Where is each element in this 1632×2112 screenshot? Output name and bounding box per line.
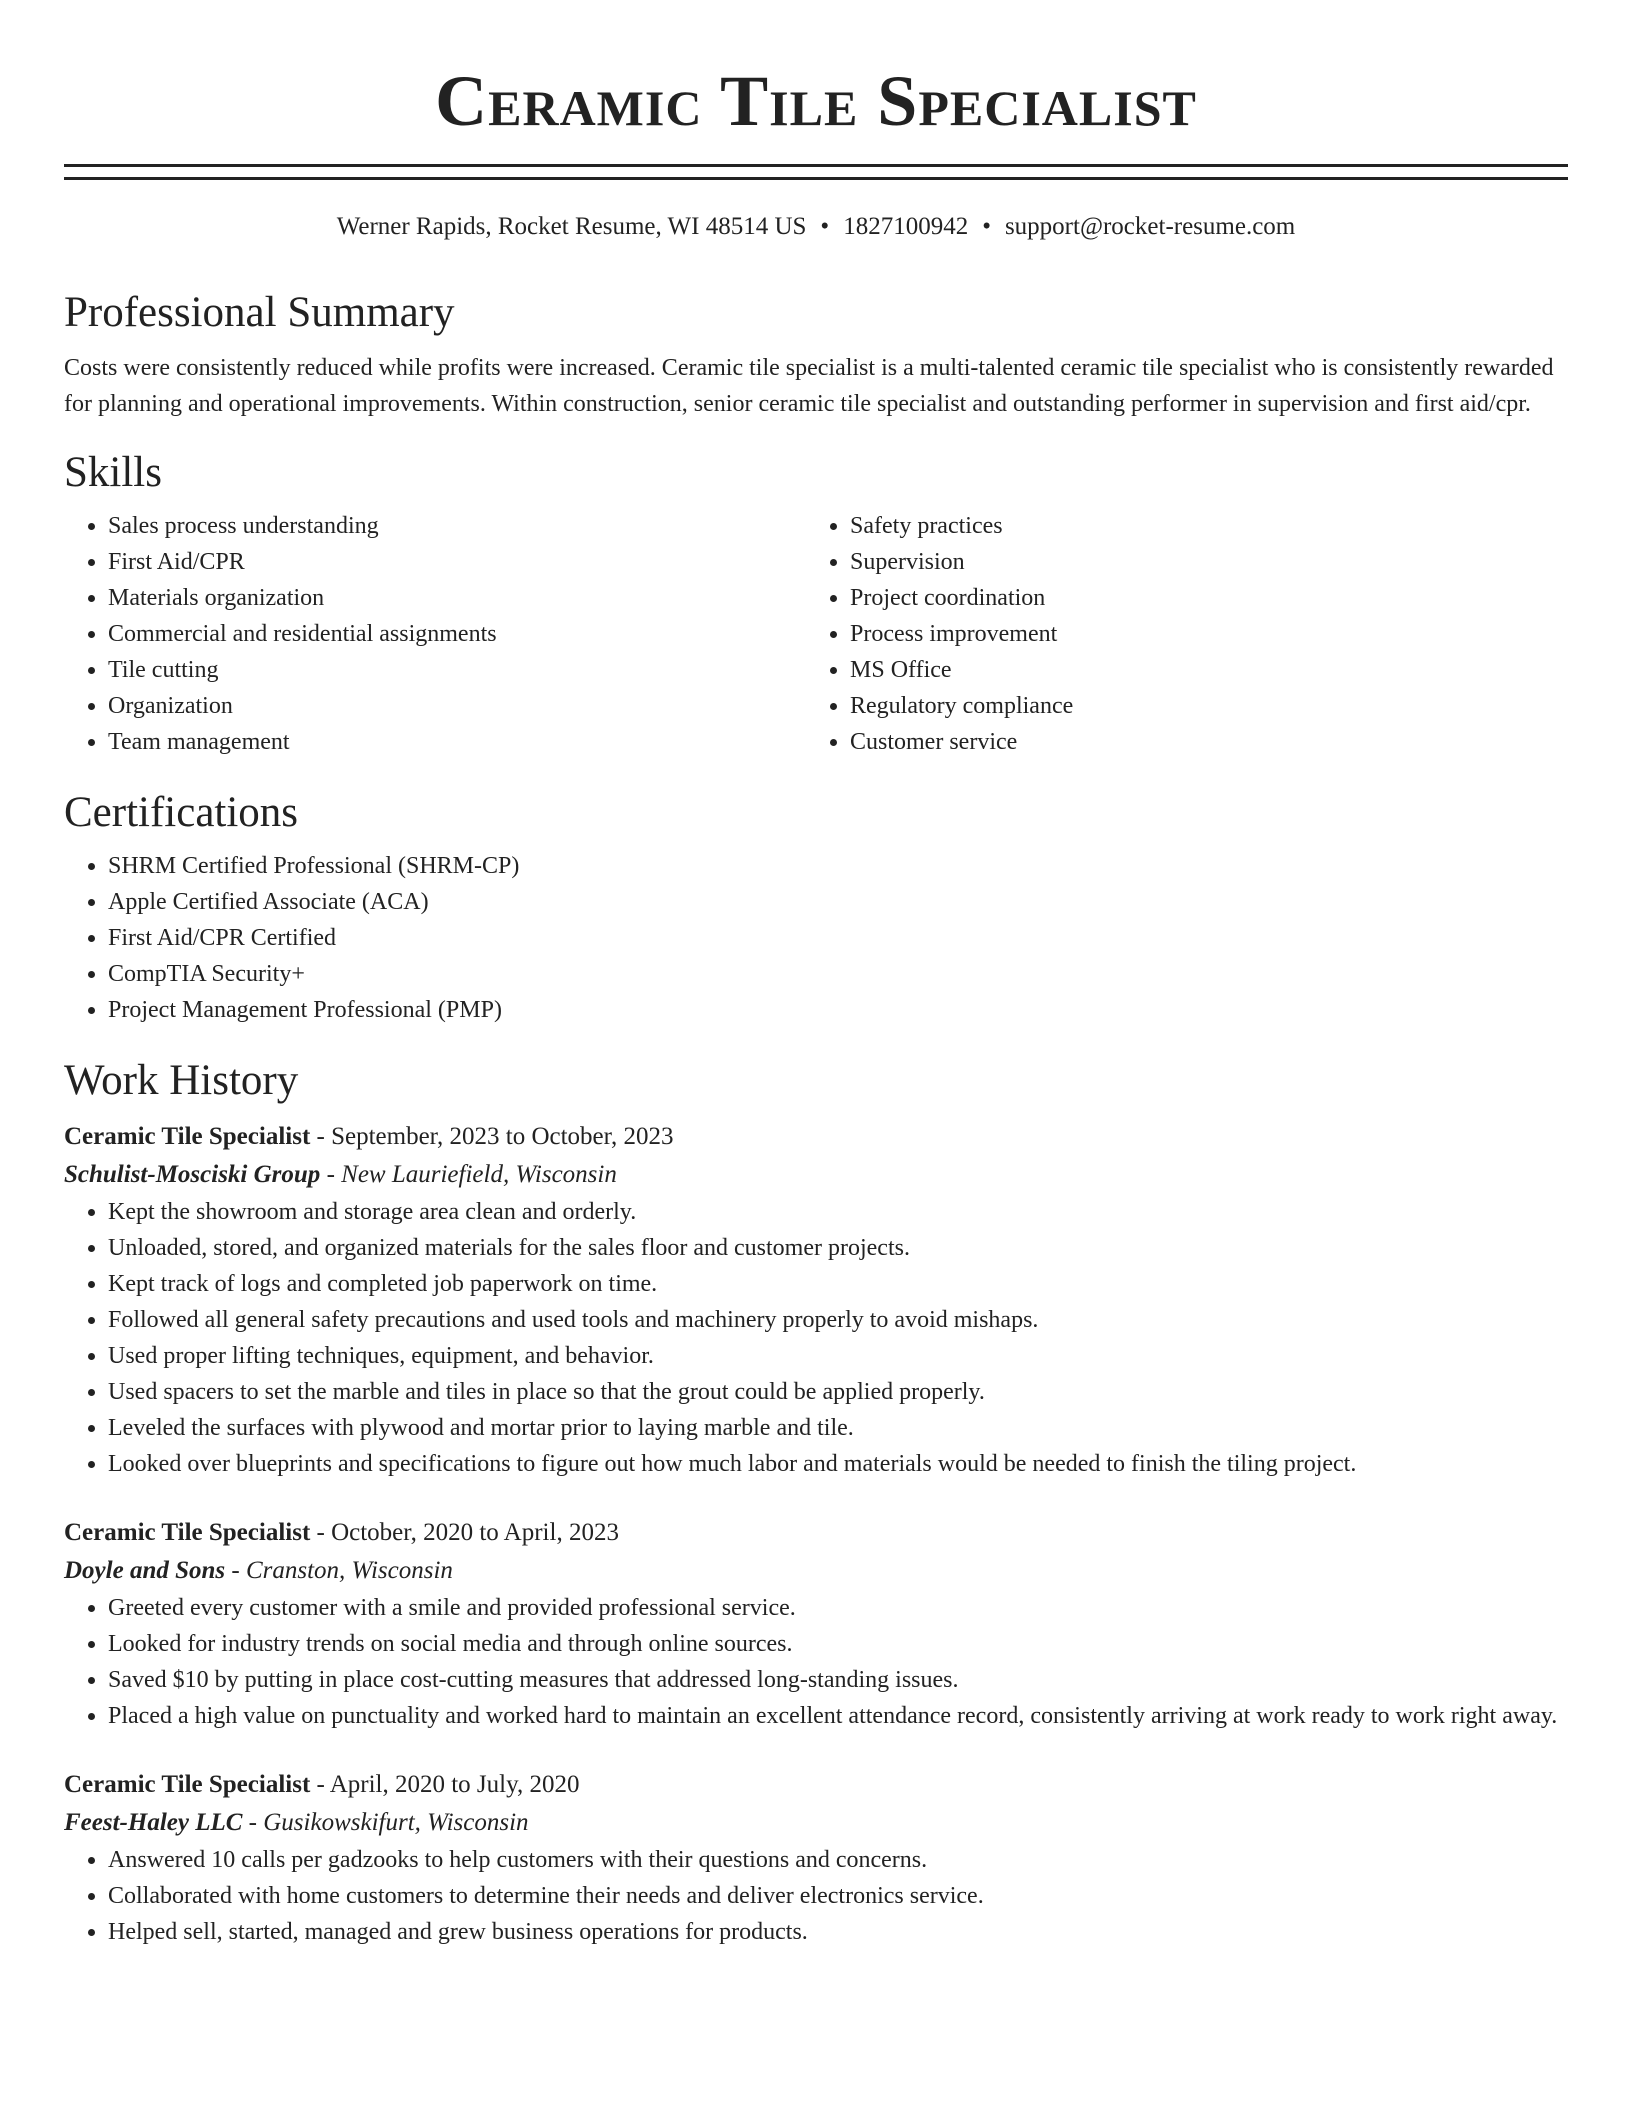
contact-separator: • bbox=[820, 213, 830, 240]
summary-text: Costs were consistently reduced while profits were increased. Ceramic tile specialist is a multi-talented ceramic tile specialist who is consistently rewarded for planning and operational improvements. Within construction, senior ceramic tile specialist and outstanding performer in supervision and first aid/cpr. bbox=[64, 355, 1554, 417]
job-duties-list bbox=[64, 1842, 1568, 1950]
contact-email: support@rocket-resume.com bbox=[1004, 213, 1296, 240]
job-dates: - September, 2023 to October, 2023 bbox=[310, 1123, 674, 1150]
job-duty: • Leveled the surfaces with plywood and mortar prior to laying marble and tile. bbox=[108, 1410, 1568, 1446]
job-entry bbox=[64, 1118, 1568, 1482]
job-duty: • Greeted every customer with a smile and provided professional service. bbox=[108, 1590, 1568, 1626]
job-duty: • Looked over blueprints and specifications to figure out how much labor and materials would be needed to finish the tiling project. bbox=[108, 1446, 1568, 1482]
job-entry bbox=[64, 1514, 1568, 1734]
certification-item: • First Aid/CPR Certified bbox=[108, 920, 1568, 956]
job-duty: • Kept the showroom and storage area clean and orderly. bbox=[108, 1194, 1568, 1230]
job-duty: • Looked for industry trends on social media and through online sources. bbox=[108, 1626, 1568, 1662]
skill-item: • Team management bbox=[108, 724, 806, 760]
skills-right-list bbox=[806, 508, 1548, 760]
job-duties-list bbox=[64, 1194, 1568, 1482]
job-entry bbox=[64, 1766, 1568, 1950]
certification-item: • CompTIA Security+ bbox=[108, 956, 1568, 992]
job-duty: • Used proper lifting techniques, equipment, and behavior. bbox=[108, 1338, 1568, 1374]
certifications-heading: Certifications bbox=[64, 789, 299, 836]
job-title: Ceramic Tile Specialist bbox=[64, 1123, 311, 1150]
skill-item: • Regulatory compliance bbox=[850, 688, 1548, 724]
job-title: Ceramic Tile Specialist bbox=[64, 1771, 311, 1798]
skill-item: • Project coordination bbox=[850, 580, 1548, 616]
certification-item: • SHRM Certified Professional (SHRM-CP) bbox=[108, 848, 1568, 884]
job-duty: • Collaborated with home customers to determine their needs and deliver electronics service. bbox=[108, 1878, 1568, 1914]
certifications-list bbox=[64, 848, 1568, 1028]
job-title-line bbox=[64, 1766, 1568, 1804]
skill-item: • MS Office bbox=[850, 652, 1548, 688]
certification-item: • Apple Certified Associate (ACA) bbox=[108, 884, 1568, 920]
job-duty: • Saved $10 by putting in place cost-cutting measures that addressed long-standing issues. bbox=[108, 1662, 1568, 1698]
job-location: - Gusikowskifurt, Wisconsin bbox=[242, 1809, 529, 1836]
skill-item: • Sales process understanding bbox=[108, 508, 806, 544]
job-location: - New Lauriefield, Wisconsin bbox=[320, 1161, 617, 1188]
job-duty: • Kept track of logs and completed job paperwork on time. bbox=[108, 1266, 1568, 1302]
job-company: Feest-Haley LLC bbox=[64, 1809, 243, 1836]
resume-title: Ceramic Tile Specialist bbox=[435, 61, 1197, 141]
skill-item: • Process improvement bbox=[850, 616, 1548, 652]
job-title: Ceramic Tile Specialist bbox=[64, 1519, 311, 1546]
skill-item: • Customer service bbox=[850, 724, 1548, 760]
job-location: - Cranston, Wisconsin bbox=[225, 1557, 453, 1584]
skill-item: • First Aid/CPR bbox=[108, 544, 806, 580]
job-dates: - April, 2020 to July, 2020 bbox=[310, 1771, 580, 1798]
skill-item: • Organization bbox=[108, 688, 806, 724]
summary-heading: Professional Summary bbox=[64, 289, 455, 336]
job-duty: • Unloaded, stored, and organized materials for the sales floor and customer projects. bbox=[108, 1230, 1568, 1266]
contact-line bbox=[64, 210, 1568, 244]
job-duty: • Placed a high value on punctuality and worked hard to maintain an excellent attendance record, consistently arriving at work ready to work right away. bbox=[108, 1698, 1568, 1734]
job-company-line bbox=[64, 1552, 1568, 1590]
contact-separator: • bbox=[982, 213, 991, 240]
contact-phone: 1827100942 bbox=[843, 213, 969, 240]
job-duty: • Used spacers to set the marble and tiles in place so that the grout could be applied properly. bbox=[108, 1374, 1568, 1410]
job-duty: • Followed all general safety precautions and used tools and machinery properly to avoid mishaps. bbox=[108, 1302, 1568, 1338]
skill-item: • Commercial and residential assignments bbox=[108, 616, 806, 652]
job-duty: • Helped sell, started, managed and grew business operations for products. bbox=[108, 1914, 1568, 1950]
job-title-line bbox=[64, 1118, 1568, 1156]
skills-columns bbox=[64, 508, 1568, 760]
job-duty: • Answered 10 calls per gadzooks to help customers with their questions and concerns. bbox=[108, 1842, 1568, 1878]
skill-item: • Materials organization bbox=[108, 580, 806, 616]
skills-left-list bbox=[64, 508, 806, 760]
skill-item: • Supervision bbox=[850, 544, 1548, 580]
job-duties-list bbox=[64, 1590, 1568, 1734]
job-company-line bbox=[64, 1156, 1568, 1194]
job-company: Doyle and Sons bbox=[64, 1557, 226, 1584]
skill-item: • Safety practices bbox=[850, 508, 1548, 544]
skills-left-column bbox=[64, 508, 806, 760]
skills-heading: Skills bbox=[64, 449, 162, 496]
contact-address: Werner Rapids, Rocket Resume, WI 48514 US bbox=[336, 213, 807, 240]
job-dates: - October, 2020 to April, 2023 bbox=[310, 1519, 619, 1546]
work-history-heading: Work History bbox=[64, 1057, 299, 1104]
skill-item: • Tile cutting bbox=[108, 652, 806, 688]
job-company: Schulist-Mosciski Group bbox=[64, 1161, 321, 1188]
job-title-line bbox=[64, 1514, 1568, 1552]
skills-right-column bbox=[806, 508, 1548, 760]
certification-item: • Project Management Professional (PMP) bbox=[108, 992, 1568, 1028]
job-company-line bbox=[64, 1804, 1568, 1842]
title-double-rule bbox=[64, 164, 1568, 180]
